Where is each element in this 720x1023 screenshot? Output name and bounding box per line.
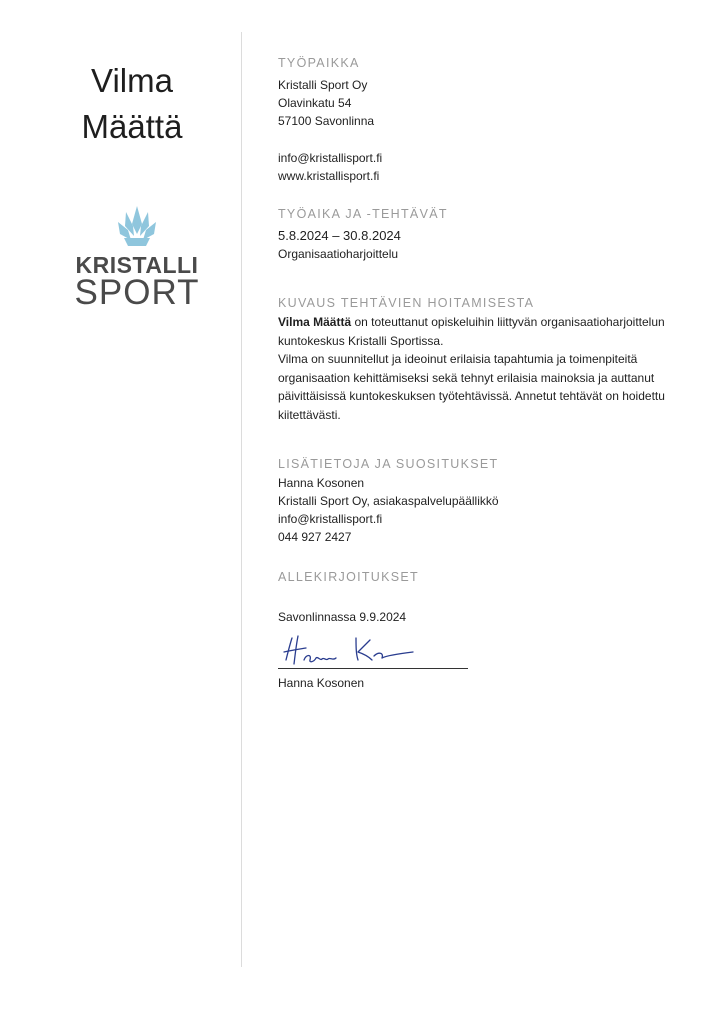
logo-wordmark-bottom: SPORT [74,273,200,312]
company-logo [74,204,200,310]
signature-signer: Hanna Kosonen [278,676,365,690]
references-heading: LISÄTIETOJA JA SUOSITUKSET [278,457,499,471]
reference-email: info@kristallisport.fi [278,512,383,526]
signatures-heading: ALLEKIRJOITUKSET [278,570,419,584]
period-role: Organisaatioharjoittelu [278,247,399,261]
reference-phone: 044 927 2427 [278,530,352,544]
period-heading: TYÖAIKA JA -TEHTÄVÄT [278,207,448,221]
description-text-1: on toteuttanut opiskeluihin liittyvän organisaatioharjoittelun kuntokeskus Kristalli Sportissa. [278,315,665,348]
period-dates: 5.8.2024 – 30.8.2024 [278,228,401,243]
first-name: Vilma [91,62,173,99]
crystal-icon [114,204,160,250]
description-heading: KUVAUS TEHTÄVIEN HOITAMISESTA [278,296,535,310]
workplace-web: www.kristallisport.fi [278,169,380,183]
last-name: Määttä [81,108,183,145]
workplace-company: Kristalli Sport Oy [278,78,368,92]
workplace-street: Olavinkatu 54 [278,96,352,110]
workplace-heading: TYÖPAIKKA [278,56,360,70]
logo-wordmark-top: KRISTALLI [75,252,199,278]
description-text [278,313,698,424]
description-name: Vilma Määttä [278,315,352,329]
column-divider [241,32,242,967]
workplace-email: info@kristallisport.fi [278,151,383,165]
handwritten-signature [278,630,468,672]
person-name [62,58,202,150]
reference-title: Kristalli Sport Oy, asiakaspalvelupäällikkö [278,494,499,508]
description-text-2: Vilma on suunnitellut ja ideoinut erilaisia tapahtumia ja toimenpiteitä organisaation kehittämiseksi sekä tehnyt erilaisia mainoksia ja auttanut päivittäisissä kuntokeskuksen työtehtävissä. Annetut tehtävät on hoidettu kiitettävästi. [278,352,665,422]
workplace-city: 57100 Savonlinna [278,114,375,128]
signature-place-date: Savonlinnassa 9.9.2024 [278,610,407,624]
signature-line [278,668,468,669]
reference-name: Hanna Kosonen [278,476,365,490]
